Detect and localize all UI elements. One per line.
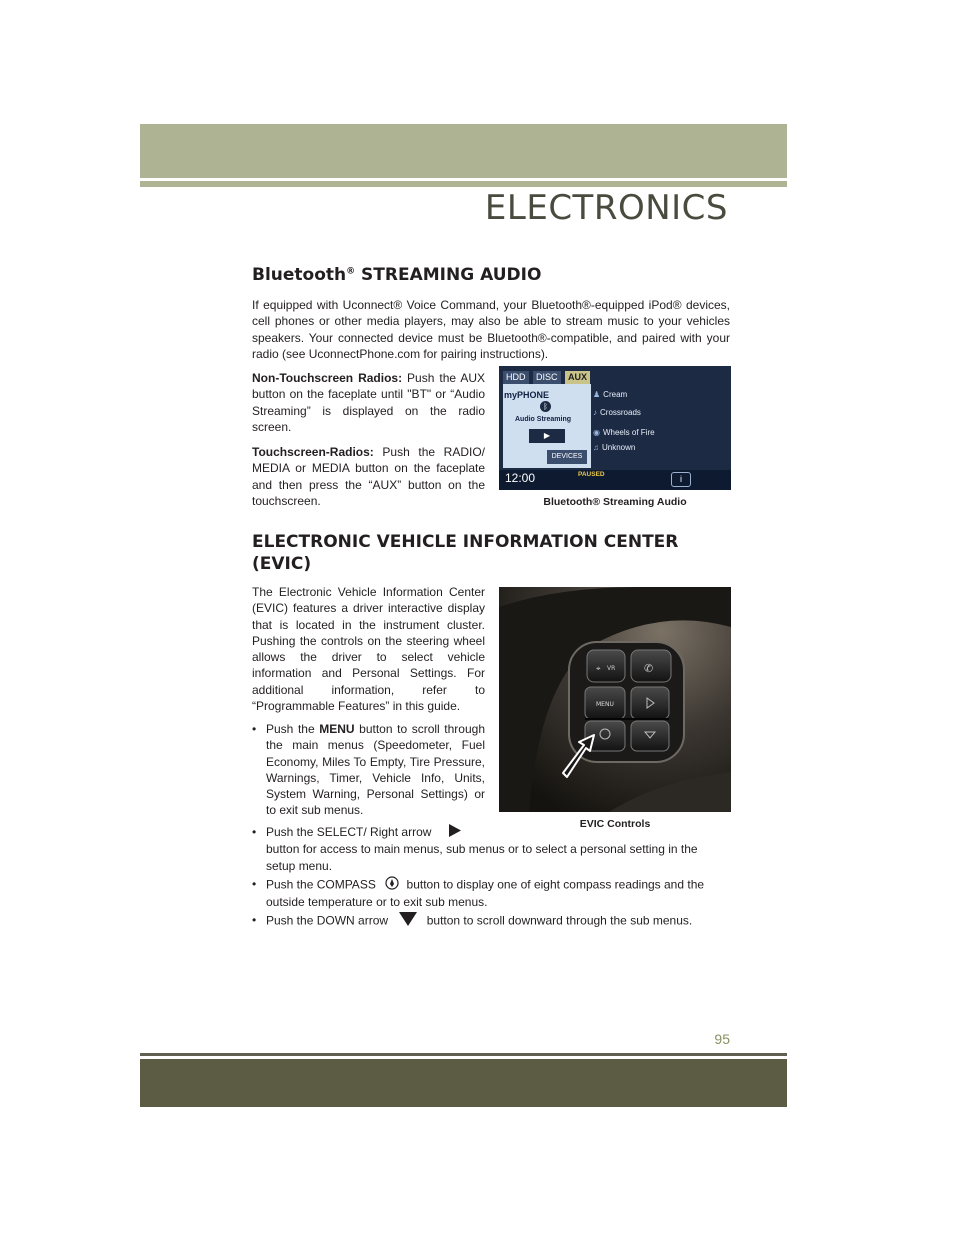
- tab-aux: AUX: [565, 371, 590, 384]
- source-label: Audio Streaming: [515, 416, 572, 423]
- list-item: [252, 824, 730, 874]
- bluetooth-heading: [252, 265, 541, 285]
- list-item: ◉ Wheels of Fire: [593, 428, 655, 437]
- touchscreen-text: Push the RADIO/ MEDIA or MEDIA button on the faceplate and then press the “AUX” button on the touchscreen.: [252, 445, 485, 508]
- bullet-text: Push the COMPASS button to display one of eight compass readings and the outside temperature or to exit sub menus.: [266, 877, 705, 910]
- steering-wheel-illustration: [499, 587, 731, 812]
- guitar-icon: ♫: [593, 443, 599, 452]
- page-number: 95: [714, 1031, 730, 1047]
- radio-figure-caption: Bluetooth® Streaming Audio: [543, 496, 687, 508]
- list-item: ♫ Unknown: [593, 443, 636, 452]
- disc-icon: ◉: [593, 428, 600, 437]
- vr-label: VR: [607, 665, 616, 672]
- bullet-dot: •: [252, 825, 257, 839]
- bullet-text: Push the MENU button to scroll through the main menus (Speedometer, Fuel Economy, Miles To Empty, Tire Pressure, Warnings, Timer, Vehicle Info, Units, System Warning, Personal Settings) or to exit sub menus.: [266, 722, 485, 818]
- bullet-dot: •: [252, 877, 257, 891]
- compass-icon: [385, 876, 399, 894]
- touchscreen-instructions: [252, 444, 485, 509]
- registered-mark: ®: [346, 266, 356, 277]
- person-icon: ♟: [593, 390, 601, 399]
- phone-icon: ✆: [644, 662, 654, 675]
- evic-controls-figure: [499, 587, 731, 812]
- footer-rule: [140, 1053, 787, 1056]
- list-item: [252, 876, 730, 911]
- status-text: PAUSED: [578, 471, 605, 478]
- non-touchscreen-label: Non-Touchscreen Radios:: [252, 371, 403, 385]
- non-touchscreen-instructions: [252, 370, 485, 435]
- header-rule: [140, 181, 787, 187]
- list-item: ♟ Cream: [593, 390, 628, 399]
- bluetooth-heading-prefix: Bluetooth: [252, 265, 347, 285]
- tab-disc: DISC: [533, 371, 561, 384]
- note-icon: ♪: [593, 408, 597, 417]
- evic-figure-caption: EVIC Controls: [579, 818, 651, 830]
- list-item: [252, 721, 485, 819]
- devices-button: DEVICES: [547, 450, 587, 464]
- play-icon: ▶: [529, 429, 565, 443]
- evic-heading-line1: ELECTRONIC VEHICLE INFORMATION CENTER: [252, 532, 679, 552]
- down-arrow-icon: [399, 912, 417, 930]
- right-arrow-icon: [449, 824, 461, 841]
- info-icon: i: [671, 472, 691, 487]
- evic-heading-line2: (EVIC): [252, 554, 312, 574]
- menu-label: MENU: [596, 701, 614, 708]
- non-touchscreen-text: Push the AUX button on the faceplate until "BT" or “Audio Streaming” is displayed on the radio screen.: [252, 371, 486, 434]
- list-item: [252, 912, 730, 930]
- svg-text:⌖: ⌖: [596, 664, 601, 673]
- tab-hdd: HDD: [503, 371, 529, 384]
- evic-intro: The Electronic Vehicle Information Center (EVIC) features a driver interactive display that is located in the instrument cluster. Pushing the controls on the steering wheel allows the driver to select vehicle information and Personal Settings. For additional information, refer to “Programmable Features” in this guide.: [252, 585, 485, 714]
- touchscreen-label: Touchscreen-Radios:: [252, 445, 374, 459]
- bluetooth-intro: If equipped with Uconnect® Voice Command, your Bluetooth®-equipped iPod® devices, cell phones or other media players, may also be able to stream music to your vehicles speakers. Your connected device must be Bluetooth®-compatible, and paired with your radio (see UconnectPhone.com for pairing instructions).: [252, 298, 730, 361]
- clock: 12:00: [505, 471, 536, 485]
- bluetooth-icon: ᛒ: [540, 401, 551, 412]
- bluetooth-heading-main: STREAMING AUDIO: [355, 265, 542, 285]
- radio-screen-figure: [499, 366, 731, 490]
- list-item: ♪ Crossroads: [593, 408, 641, 417]
- menu-term: MENU: [319, 722, 355, 736]
- bullet-text: Push the DOWN arrow button to scroll downward through the sub menus.: [252, 912, 730, 930]
- bullet-dot: •: [252, 722, 257, 736]
- header-band: [140, 124, 787, 178]
- section-title: ELECTRONICS: [484, 188, 728, 228]
- footer-band: [140, 1059, 787, 1107]
- source-name: myPHONE: [504, 390, 550, 400]
- evic-heading: [252, 531, 732, 575]
- bullet-dot: •: [252, 913, 257, 927]
- bullet-text: Push the SELECT/ Right arrow button for access to main menus, sub menus or to select a personal setting in the setup menu.: [266, 825, 698, 873]
